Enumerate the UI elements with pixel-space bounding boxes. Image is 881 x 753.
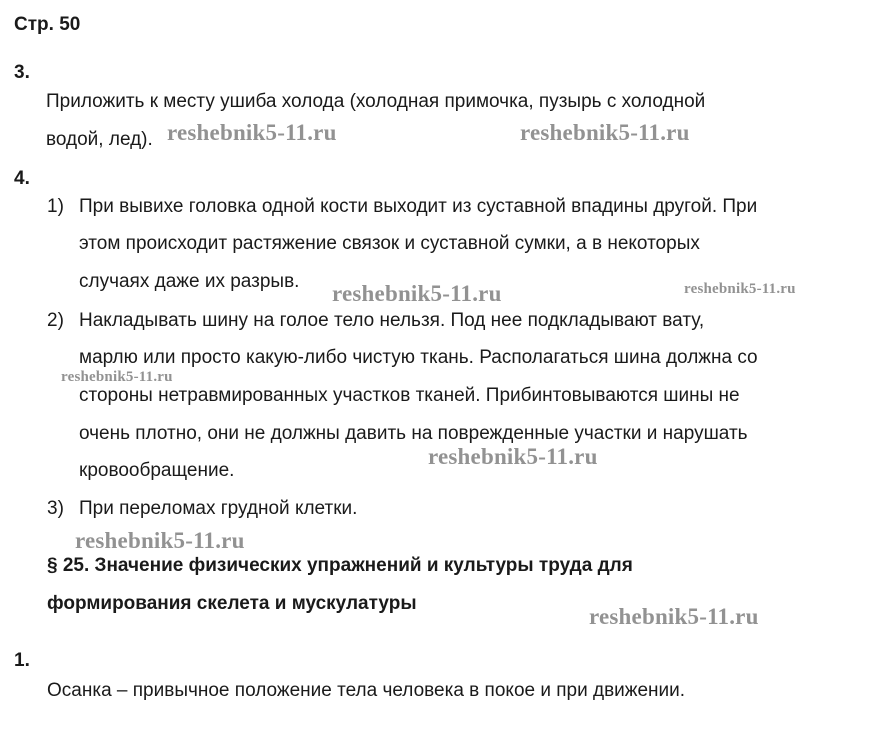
- question-3-line-1: Приложить к месту ушиба холода (холодная примочка, пузырь с холодной: [46, 91, 706, 112]
- watermark: reshebnik5-11.ru: [167, 120, 337, 145]
- question-3-number: 3.: [14, 62, 30, 83]
- item-2-line-4: очень плотно, они не должны давить на поврежденные участки и нарушать: [79, 423, 748, 444]
- section-heading-line-1: § 25. Значение физических упражнений и культуры труда для: [47, 555, 633, 576]
- item-3-line-1: При переломах грудной клетки.: [79, 498, 358, 519]
- item-2-line-3: стороны нетравмированных участков тканей. Прибинтовываются шины не: [79, 385, 740, 406]
- item-1-marker: 1): [47, 196, 64, 217]
- item-1-line-1: При вывихе головка одной кости выходит из суставной впадины другой. При: [79, 196, 758, 217]
- watermark: reshebnik5-11.ru: [684, 281, 796, 297]
- item-2-line-2: марлю или просто какую-либо чистую ткань. Располагаться шина должна со: [79, 347, 758, 368]
- question-4-number: 4.: [14, 168, 30, 189]
- item-2-line-1: Накладывать шину на голое тело нельзя. Под нее подкладывают вату,: [79, 310, 705, 331]
- item-1-line-2: этом происходит растяжение связок и суставной сумки, а в некоторых: [79, 233, 700, 254]
- item-1-line-3: случаях даже их разрыв.: [79, 271, 300, 292]
- question-1-line-1: Осанка – привычное положение тела человека в покое и при движении.: [47, 680, 686, 701]
- watermark: reshebnik5-11.ru: [75, 528, 245, 553]
- question-1-number: 1.: [14, 650, 30, 671]
- page-label: Стр. 50: [14, 14, 81, 35]
- section-heading-line-2: формирования скелета и мускулатуры: [47, 593, 417, 614]
- item-2-marker: 2): [47, 310, 64, 331]
- watermark: reshebnik5-11.ru: [589, 604, 759, 629]
- watermark: reshebnik5-11.ru: [520, 120, 690, 145]
- item-3-marker: 3): [47, 498, 64, 519]
- item-2-line-5: кровообращение.: [79, 460, 235, 481]
- watermark: reshebnik5-11.ru: [332, 281, 502, 306]
- watermark: reshebnik5-11.ru: [428, 444, 598, 469]
- watermark: reshebnik5-11.ru: [61, 369, 173, 385]
- question-3-line-2: водой, лед).: [46, 129, 153, 150]
